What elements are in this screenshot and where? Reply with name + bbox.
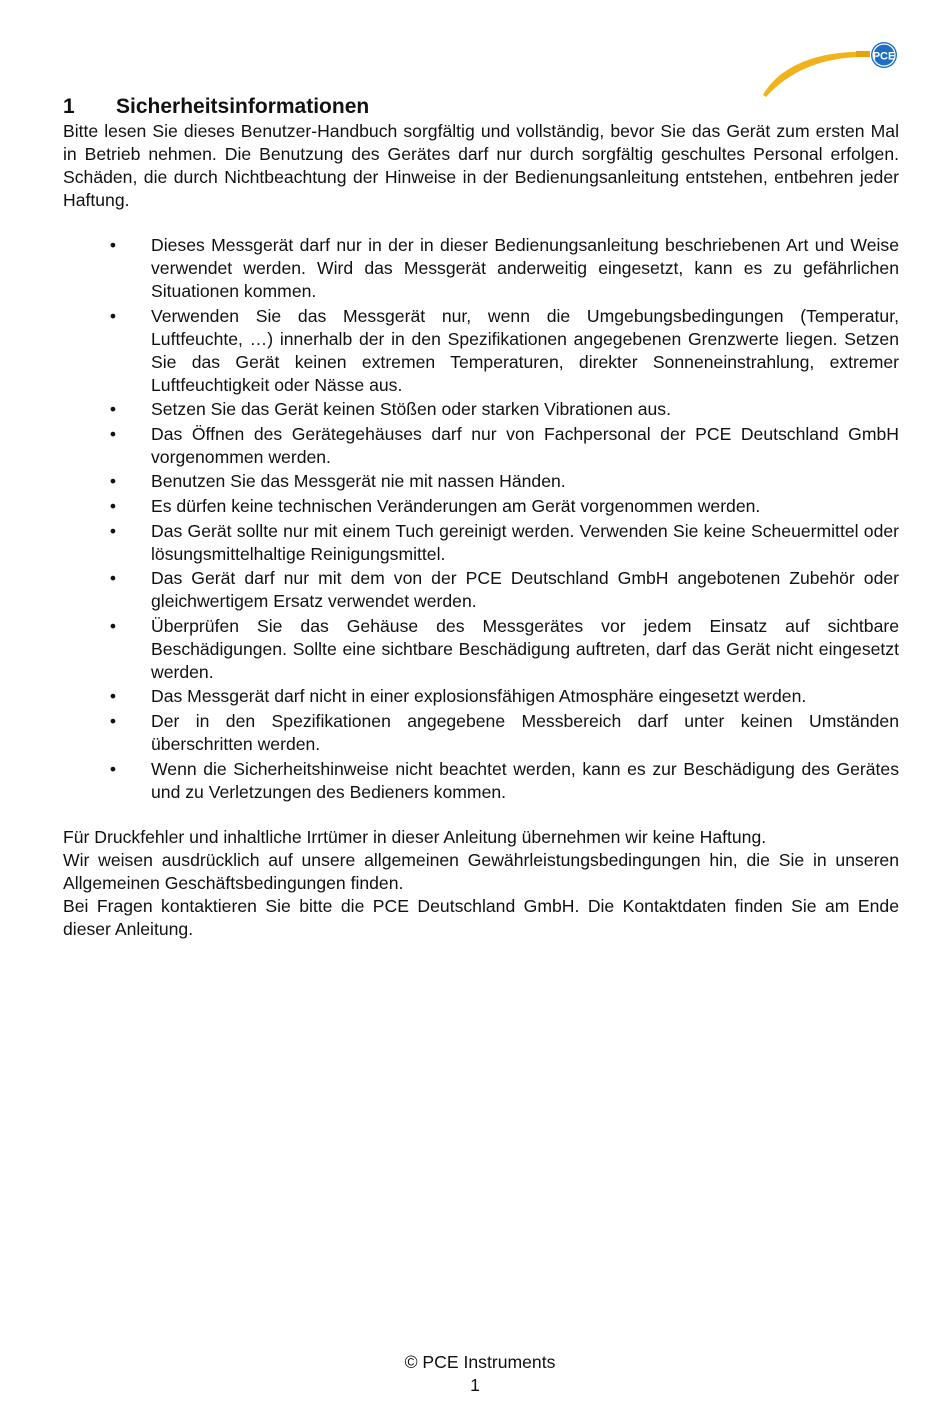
bullet-item [63,615,899,684]
intro-paragraph: Bitte lesen Sie dieses Benutzer-Handbuch sorgfältig und vollständig, bevor Sie das Gerät zum ersten Mal in Betrieb nehmen. Die Benutzung des Gerätes darf nur durch sorgfältig geschultes Personal erfolgen. Schäden, die durch Nichtbeachtung der Hinweise in der Bedienungsanleitung entstehen, entbehren jeder Haftung. [63,121,899,210]
bullet-text: Setzen Sie das Gerät keinen Stößen oder starken Vibrationen aus. [151,399,671,420]
bullet-icon: • [109,686,117,707]
bullet-text: Das Messgerät darf nicht in einer explosionsfähigen Atmosphäre eingesetzt werden. [151,686,807,707]
bullet-text: Verwenden Sie das Messgerät nur, wenn die Umgebungsbedingungen (Temperatur, Luftfeuchte, …) innerhalb der in den Spezifikationen angegebenen Grenzwerte liegen. Setzen Sie das Gerät keinen extremen Temperaturen, direkter Sonneneinstrahlung, extremer Luftfeuchtigkeit oder Nässe aus. [151,305,899,395]
bullet-text: Das Gerät sollte nur mit einem Tuch gereinigt werden. Verwenden Sie keine Scheuermittel oder lösungsmittelhaltige Reinigungsmittel. [151,520,899,564]
bullet-icon: • [109,305,117,326]
bullet-icon: • [109,520,117,541]
bullet-item [63,710,899,756]
bullet-text: Es dürfen keine technischen Veränderungen am Gerät vorgenommen werden. [151,495,761,516]
bullet-item [63,520,899,566]
section-heading [63,94,899,120]
section-title: Sicherheitsinformationen [116,95,370,118]
bullet-text: Das Öffnen des Gerätegehäuses darf nur von Fachpersonal der PCE Deutschland GmbH vorgenommen werden. [151,423,899,467]
warranty-paragraph: Wir weisen ausdrücklich auf unsere allgemeinen Gewährleistungsbedingungen hin, die Sie in unseren Allgemeinen Geschäftsbedingungen finden. [63,849,899,893]
bullet-icon: • [109,235,117,255]
section-number: 1 [63,95,75,118]
disclaimer-paragraph: Für Druckfehler und inhaltliche Irrtümer in dieser Anleitung übernehmen wir keine Haftung. [63,826,767,847]
safety-bullet-list [63,234,899,804]
bullet-item [63,234,899,303]
footer-copyright: © PCE Instruments [404,1352,556,1372]
page-number: 1 [470,1375,480,1395]
logo-text: PCE [872,50,896,63]
bullet-icon: • [109,615,117,636]
bullet-icon: • [109,710,117,731]
bullet-text: Dieses Messgerät darf nur in der in dieser Bedienungsanleitung beschriebenen Art und Weise verwendet werden. Wird das Messgerät anderweitig eingesetzt, kann es zu gefährlichen Situationen kommen. [151,235,899,301]
bullet-icon: • [109,568,117,589]
bullet-item [63,495,899,518]
bullet-item [63,567,899,613]
logo-swoosh [763,52,868,97]
bullet-item [63,423,899,469]
bullet-item [63,305,899,397]
bullet-text: Benutzen Sie das Messgerät nie mit nassen Händen. [151,471,566,492]
contact-paragraph: Bei Fragen kontaktieren Sie bitte die PCE Deutschland GmbH. Die Kontaktdaten finden Sie am Ende dieser Anleitung. [63,895,899,939]
bullet-icon: • [109,423,117,444]
bullet-text: Das Gerät darf nur mit dem von der PCE Deutschland GmbH angebotenen Zubehör oder gleichwertigem Ersatz verwendet werden. [151,568,899,612]
bullet-icon: • [109,471,117,492]
document-body [63,94,899,941]
bullet-icon: • [109,758,117,779]
bullet-icon: • [109,495,117,516]
bullet-item [63,470,899,493]
bullet-text: Überprüfen Sie das Gehäuse des Messgerätes vor jedem Einsatz auf sichtbare Beschädigungen. Sollte eine sichtbare Beschädigung auftreten, darf das Gerät nicht eingesetzt werden. [151,615,899,682]
bullet-item [63,685,899,708]
bullet-icon: • [109,399,117,420]
bullet-text: Wenn die Sicherheitshinweise nicht beachtet werden, kann es zur Beschädigung des Gerätes und zu Verletzungen des Bedieners kommen. [151,758,899,802]
page-footer [0,1351,950,1397]
bullet-item [63,398,899,421]
pce-logo [760,40,910,100]
bullet-item [63,758,899,804]
logo-swoosh-tail [856,51,870,57]
bullet-text: Der in den Spezifikationen angegebene Messbereich darf unter keinen Umständen überschritten werden. [151,710,899,754]
